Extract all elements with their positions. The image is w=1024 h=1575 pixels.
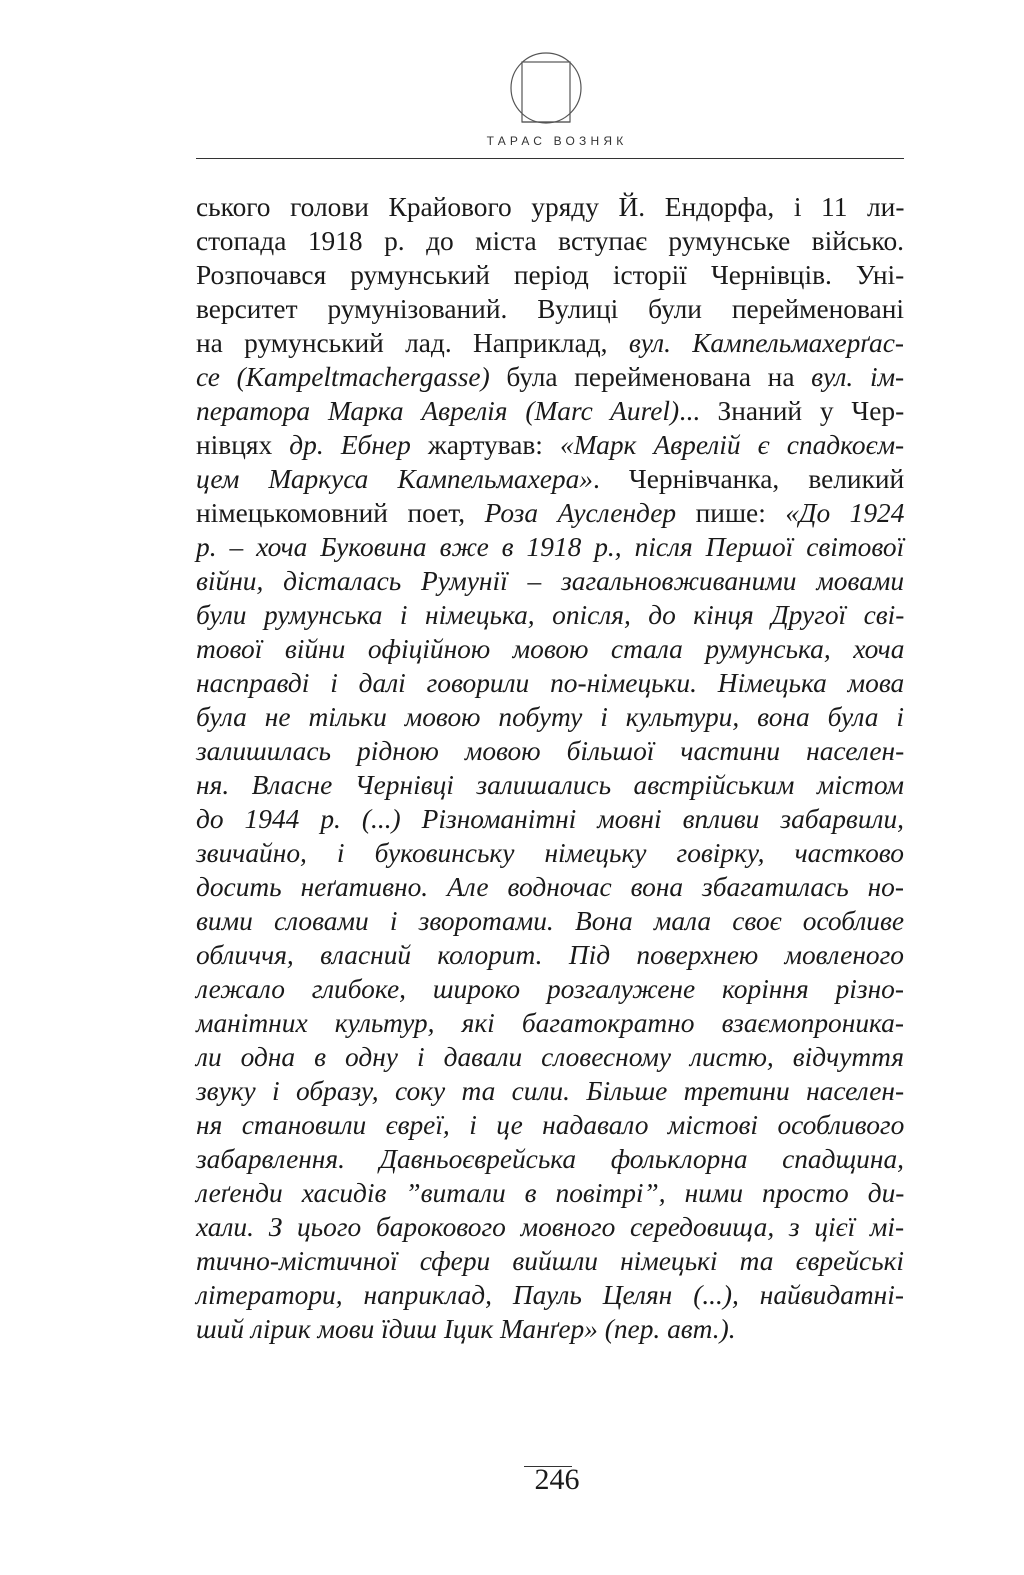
- italic-text-segment: «До 1924: [785, 498, 905, 528]
- text-line: [196, 326, 904, 360]
- text-line: [196, 1108, 904, 1142]
- text-segment: . Чернівчанка, великий: [592, 464, 905, 494]
- italic-text-segment: були румунська і німецька, опісля, до кінця Другої сві-: [196, 600, 905, 630]
- italic-text-segment: літератори, наприклад, Пауль Целян (...), найвидатні-: [196, 1280, 904, 1310]
- text-line: [196, 1074, 904, 1108]
- text-segment: ... Знаний у Чер-: [679, 396, 905, 426]
- text-segment: німецькомовний поет,: [196, 498, 485, 528]
- italic-text-segment: р. – хоча Буковина вже в 1918 р., після Першої світової: [196, 532, 905, 562]
- italic-text-segment: вими словами і зворотами. Вона мала своє особливе: [196, 906, 904, 936]
- italic-text-segment: звуку і образу, соку та сили. Більше третини населен-: [196, 1076, 905, 1106]
- italic-text-segment: тової війни офіційною мовою стала румунська, хоча: [196, 634, 905, 664]
- text-line: [196, 258, 904, 292]
- italic-text-segment: тично-містичної сфери вийшли німецькі та єврейські: [196, 1246, 904, 1276]
- text-line: [196, 190, 904, 224]
- italic-text-segment: вул. Кампельмахерґас-: [628, 328, 904, 358]
- text-line: [196, 1006, 904, 1040]
- text-segment: була перейменована на: [489, 362, 812, 392]
- text-line: [196, 836, 904, 870]
- italic-text-segment: ня становили євреї, і це надавало містові особливого: [196, 1110, 905, 1140]
- text-line: [196, 394, 904, 428]
- header-rule: [196, 158, 904, 159]
- text-line: [196, 972, 904, 1006]
- italic-text-segment: ня. Власне Чернівці залишались австрійським містом: [196, 770, 904, 800]
- italic-text-segment: ший лірик мови їдиш Іцик Манґер» (пер. авт.).: [196, 1314, 736, 1344]
- italic-text-segment: вул. ім-: [811, 362, 905, 392]
- italic-text-segment: насправді і далі говорили по-німецьки. Німецька мова: [196, 668, 905, 698]
- text-line: [196, 564, 904, 598]
- text-segment: верситет румунізований. Вулиці були перейменовані: [196, 294, 904, 324]
- italic-text-segment: «Марк Аврелій є спадкоєм-: [560, 430, 905, 460]
- italic-text-segment: війни, дісталась Румунії – загальновживаними мовами: [196, 566, 905, 596]
- page-number: 246: [534, 1463, 580, 1496]
- running-header: ТАРАС ВОЗНЯК: [486, 134, 628, 148]
- text-line: [196, 1244, 904, 1278]
- italic-text-segment: залишилась рідною мовою більшої частини населен-: [196, 736, 905, 766]
- text-segment: нівцях: [196, 430, 290, 460]
- italic-text-segment: ператора Марка Аврелія (Marc Aurel): [196, 396, 680, 426]
- text-line: [196, 360, 904, 394]
- text-line: [196, 496, 904, 530]
- italic-text-segment: цем Маркуса Кампельмахера»: [196, 464, 593, 494]
- text-line: [196, 598, 904, 632]
- text-segment: пише:: [676, 498, 786, 528]
- text-segment: стопада 1918 р. до міста вступає румунське військо.: [196, 226, 904, 256]
- italic-text-segment: хали. З цього барокового мовного середовища, з цієї мі-: [196, 1212, 905, 1242]
- text-line: [196, 462, 904, 496]
- text-segment: жартував:: [410, 430, 561, 460]
- text-line: [196, 1142, 904, 1176]
- italic-text-segment: се (Kampeltmachergasse): [196, 362, 490, 392]
- text-line: [196, 700, 904, 734]
- italic-text-segment: Роза Ауслендер: [484, 498, 677, 528]
- text-line: [196, 428, 904, 462]
- body-text: [196, 190, 904, 1346]
- italic-text-segment: звичайно, і буковинську німецьку говірку, частково: [196, 838, 904, 868]
- text-line: [196, 870, 904, 904]
- italic-text-segment: лежало глибоке, широко розгалужене коріння різно-: [196, 974, 904, 1004]
- italic-text-segment: до 1944 р. (...) Різноманітні мовні впливи забарвили,: [196, 804, 904, 834]
- circle-square-emblem-icon: [508, 46, 584, 126]
- text-line: [196, 1210, 904, 1244]
- text-line: [196, 802, 904, 836]
- italic-text-segment: леґенди хасидів ”витали в повітрі”, ними просто ди-: [196, 1178, 905, 1208]
- text-line: [196, 530, 904, 564]
- text-line: [196, 938, 904, 972]
- text-segment: Розпочався румунський період історії Чернівців. Уні-: [196, 260, 905, 290]
- text-line: [196, 224, 904, 258]
- text-line: [196, 1176, 904, 1210]
- italic-text-segment: манітних культур, які багатократно взаємопроника-: [196, 1008, 904, 1038]
- italic-text-segment: досить неґативно. Але водночас вона збагатилась но-: [196, 872, 904, 902]
- text-segment: на румунський лад. Наприклад,: [196, 328, 629, 358]
- italic-text-segment: обличчя, власний колорит. Під поверхнею мовленого: [196, 940, 904, 970]
- italic-text-segment: ли одна в одну і давали словесному листю, відчуття: [196, 1042, 904, 1072]
- text-line: [196, 292, 904, 326]
- text-line: [196, 904, 904, 938]
- italic-text-segment: др. Ебнер: [289, 430, 411, 460]
- text-segment: ського голови Крайового уряду Й. Ендорфа, і 11 ли-: [196, 192, 905, 222]
- text-line: [196, 1312, 904, 1346]
- text-line: [196, 632, 904, 666]
- text-line: [196, 734, 904, 768]
- italic-text-segment: забарвлення. Давньоєврейська фольклорна спадщина,: [196, 1144, 904, 1174]
- text-line: [196, 1278, 904, 1312]
- text-line: [196, 768, 904, 802]
- text-line: [196, 666, 904, 700]
- italic-text-segment: була не тільки мовою побуту і культури, вона була і: [196, 702, 905, 732]
- text-line: [196, 1040, 904, 1074]
